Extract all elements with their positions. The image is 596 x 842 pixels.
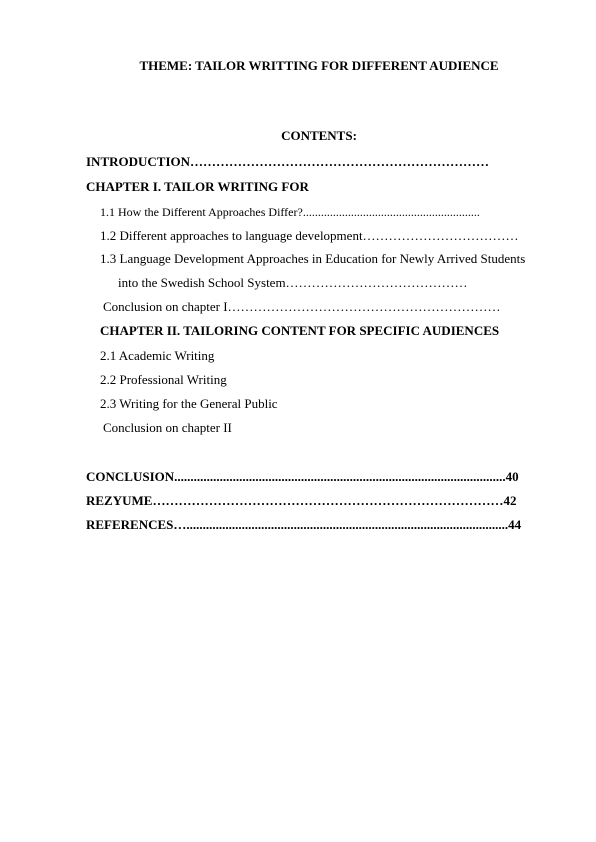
toc-item-1-2: 1.2 Different approaches to language development……………………………… bbox=[100, 228, 519, 243]
toc-conclusion-chapter-2: Conclusion on chapter II bbox=[103, 420, 232, 435]
toc-item-1-3-line2: into the Swedish School System…………………………………… bbox=[118, 275, 468, 290]
toc-item-1-3-line1: 1.3 Language Development Approaches in Education for Newly Arrived Students bbox=[100, 251, 526, 266]
toc-chapter-1: CHAPTER I. TAILOR WRITING FOR bbox=[86, 179, 309, 194]
toc-conclusion-chapter-1: Conclusion on chapter I……………………………………………………… bbox=[103, 299, 501, 314]
toc-item-2-2: 2.2 Professional Writing bbox=[100, 372, 227, 387]
document-theme-title: THEME: TAILOR WRITTING FOR DIFFERENT AUDIENCE bbox=[139, 58, 499, 73]
toc-item-2-3: 2.3 Writing for the General Public bbox=[100, 396, 278, 411]
toc-chapter-2: CHAPTER II. TAILORING CONTENT FOR SPECIFIC AUDIENCES bbox=[100, 323, 500, 338]
toc-item-2-1: 2.1 Academic Writing bbox=[100, 348, 215, 363]
toc-conclusion: CONCLUSION......................................................................................................40 bbox=[86, 469, 519, 484]
toc-introduction: INTRODUCTION…………………………………………………………… bbox=[86, 154, 490, 169]
contents-heading: CONTENTS: bbox=[281, 128, 357, 143]
toc-rezyume: REZYUME………………………………………………………………………42 bbox=[86, 493, 517, 508]
toc-item-1-1: 1.1 How the Different Approaches Differ?........................................................... bbox=[100, 205, 480, 219]
toc-references: REFERENCES…...................................................................................................44 bbox=[86, 517, 522, 532]
